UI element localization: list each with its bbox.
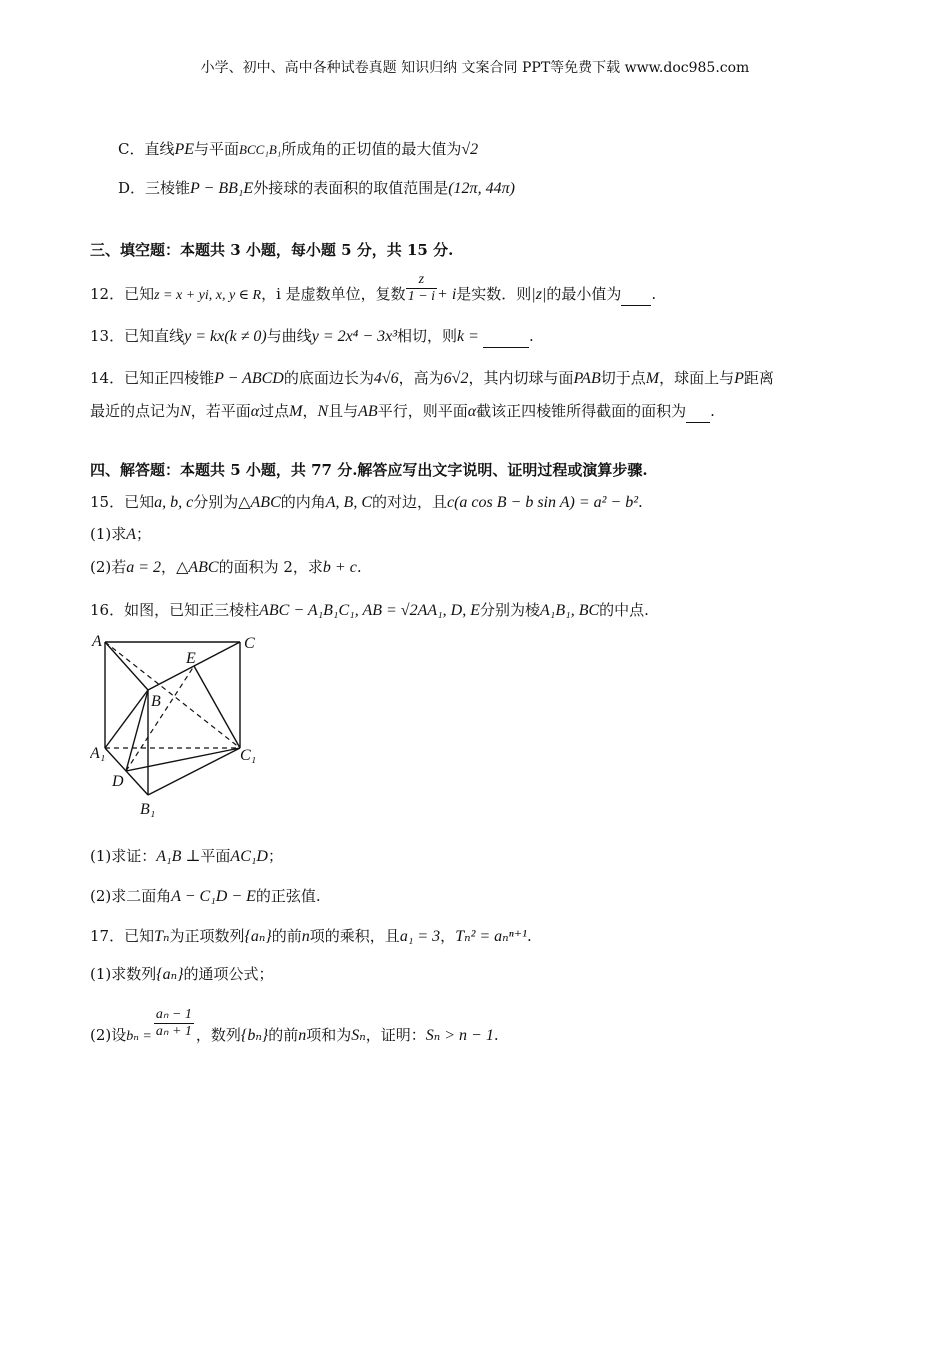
label-c: C: [244, 635, 255, 652]
label-a: A: [92, 633, 102, 650]
hidden-segment-de: [126, 666, 194, 771]
segment-dc1: [126, 748, 240, 771]
prism-figure: [90, 630, 280, 820]
segment-a1b: [105, 690, 148, 748]
question-16: 16．如图，已知正三棱柱ABC − A₁B₁C₁, AB = √2AA₁, D, E分别为棱A₁B₁, BC的中点.: [90, 601, 649, 619]
label-b: B: [151, 693, 161, 710]
segment-ec1: [194, 666, 240, 748]
question-17: 17．已知Tₙ为正项数列{aₙ}的前n项的乘积，且a₁ = 3，Tₙ² = aₙⁿ⁺¹.: [90, 927, 532, 945]
label-a1: A₁: [90, 745, 106, 762]
section-answer-title: 四、解答题：本题共 5 小题，共 77 分.解答应写出文字说明、证明过程或演算步骤.: [90, 461, 648, 479]
question-13: 13．已知直线y = kx(k ≠ 0)与曲线y = 2x⁴ − 3x³相切，则k = .: [90, 325, 534, 348]
question-16-part-1: (1)求证：A₁B ⊥平面AC₁D；: [90, 847, 283, 865]
edge-b1c1: [148, 748, 240, 795]
question-15: 15．已知a, b, c分别为△ABC的内角A, B, C的对边，且c(a cos B − b sin A) = a² − b².: [90, 493, 643, 511]
question-12: 12．已知z = x + yi, x, y ∈ R，i 是虚数单位，复数 $\frac{z}{1 - i}$ + i是实数．则|z|的最小值为 .: [90, 283, 656, 307]
label-c1: C₁: [240, 747, 257, 764]
edge-ab: [105, 642, 148, 690]
segment-db: [126, 690, 148, 771]
section-fill-in-title: 三、填空题：本题共 3 小题，每小题 5 分，共 15 分.: [90, 241, 454, 259]
question-16-part-2: (2)求二面角A − C₁D − E的正弦值.: [90, 887, 321, 905]
label-b1: B₁: [140, 801, 156, 818]
question-17-part-2: (2)设bₙ = $\frac{\text{aₙ − 1}}{\text{aₙ + 1}}$ ，数列{bₙ}的前n项和为Sₙ，证明：Sₙ > n − 1.: [90, 1006, 499, 1044]
page-header: 小学、初中、高中各种试卷真题 知识归纳 文案合同 PPT等免费下载 www.doc985.com: [200, 60, 750, 76]
question-15-part-1: (1)求A；: [90, 525, 152, 543]
answer-blank: [621, 283, 651, 306]
question-15-part-2: (2)若a = 2，△ABC的面积为 2，求b + c.: [90, 558, 362, 576]
label-d: D: [112, 773, 124, 790]
question-14-line-2: 最近的点记为N，若平面α过点M，N且与AB平行，则平面α截该正四棱锥所得截面的面积为 .: [90, 400, 715, 423]
option-c: C．直线PE与平面BCC₁B₁所成角的正切值的最大值为√2: [118, 140, 479, 158]
answer-blank: [686, 400, 710, 423]
question-17-part-1: (1)求数列{aₙ}的通项公式；: [90, 965, 274, 983]
answer-blank: [483, 325, 529, 348]
label-e: E: [186, 650, 196, 667]
question-14-line-1: 14．已知正四棱锥P − ABCD的底面边长为4√6，高为6√2，其内切球与面PAB切于点M，球面上与P距离: [90, 369, 774, 387]
option-d: D．三棱锥P − BB₁E外接球的表面积的取值范围是(12π, 44π): [118, 179, 515, 197]
hidden-segment-ac1: [105, 642, 240, 748]
